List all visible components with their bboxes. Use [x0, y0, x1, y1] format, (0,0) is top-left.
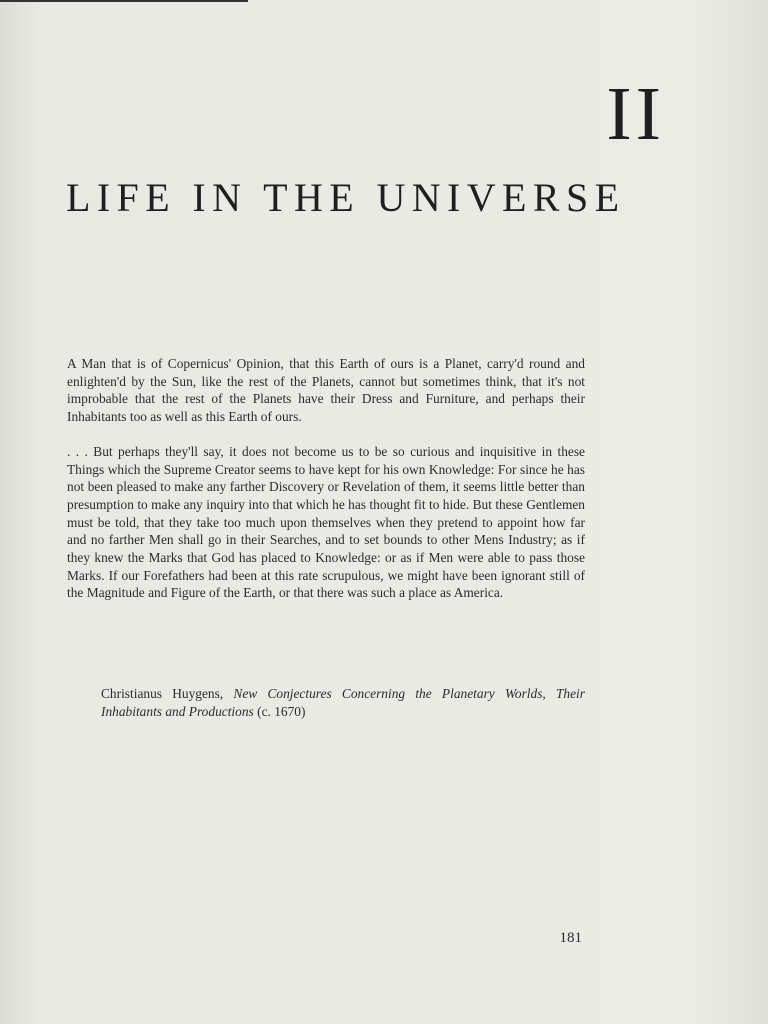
page-number: 181	[559, 930, 582, 946]
epigraph-paragraph-1: A Man that is of Copernicus' Opinion, that this Earth of ours is a Planet, carry'd round and enlighten'd by the Sun, like the rest of the Planets, cannot but sometimes think, that it's not improbable that the rest of the Planets have their Dress and Furniture, and perhaps their Inhabitants too as well as this Earth of ours.	[67, 356, 585, 425]
epigraph-attribution	[101, 685, 585, 720]
attribution-work: New Conjectures Concerning the Planetary Worlds, Their Inhabitants and Productions	[101, 686, 585, 719]
epigraph-paragraph-2: . . . But perhaps they'll say, it does not become us to be so curious and inquisitive in these Things which the Supreme Creator seems to have kept for his own Knowledge: For since he has not been pleased to make any farther Discovery or Revelation of them, it seems little better than presumption to make any inquiry into that which he has thought fit to hide. But these Gentlemen must be told, that they take too much upon themselves when they pretend to appoint how far and no farther Men shall go in their Searches, and to set bounds to other Mens Industry; as if they knew the Marks that God has placed to Knowledge: or as if Men were able to pass those Marks. If our Forefathers had been at this rate scrupulous, we might have been ignorant still of the Magnitude and Figure of the Earth, or that there was such a place as America.	[67, 443, 585, 601]
top-rule	[0, 0, 248, 2]
attribution-author: Christianus Huygens,	[101, 686, 224, 701]
chapter-title: LIFE IN THE UNIVERSE	[66, 175, 626, 220]
attribution-date: (c. 1670)	[257, 703, 306, 719]
epigraph	[67, 355, 585, 619]
chapter-number: II	[606, 72, 665, 156]
